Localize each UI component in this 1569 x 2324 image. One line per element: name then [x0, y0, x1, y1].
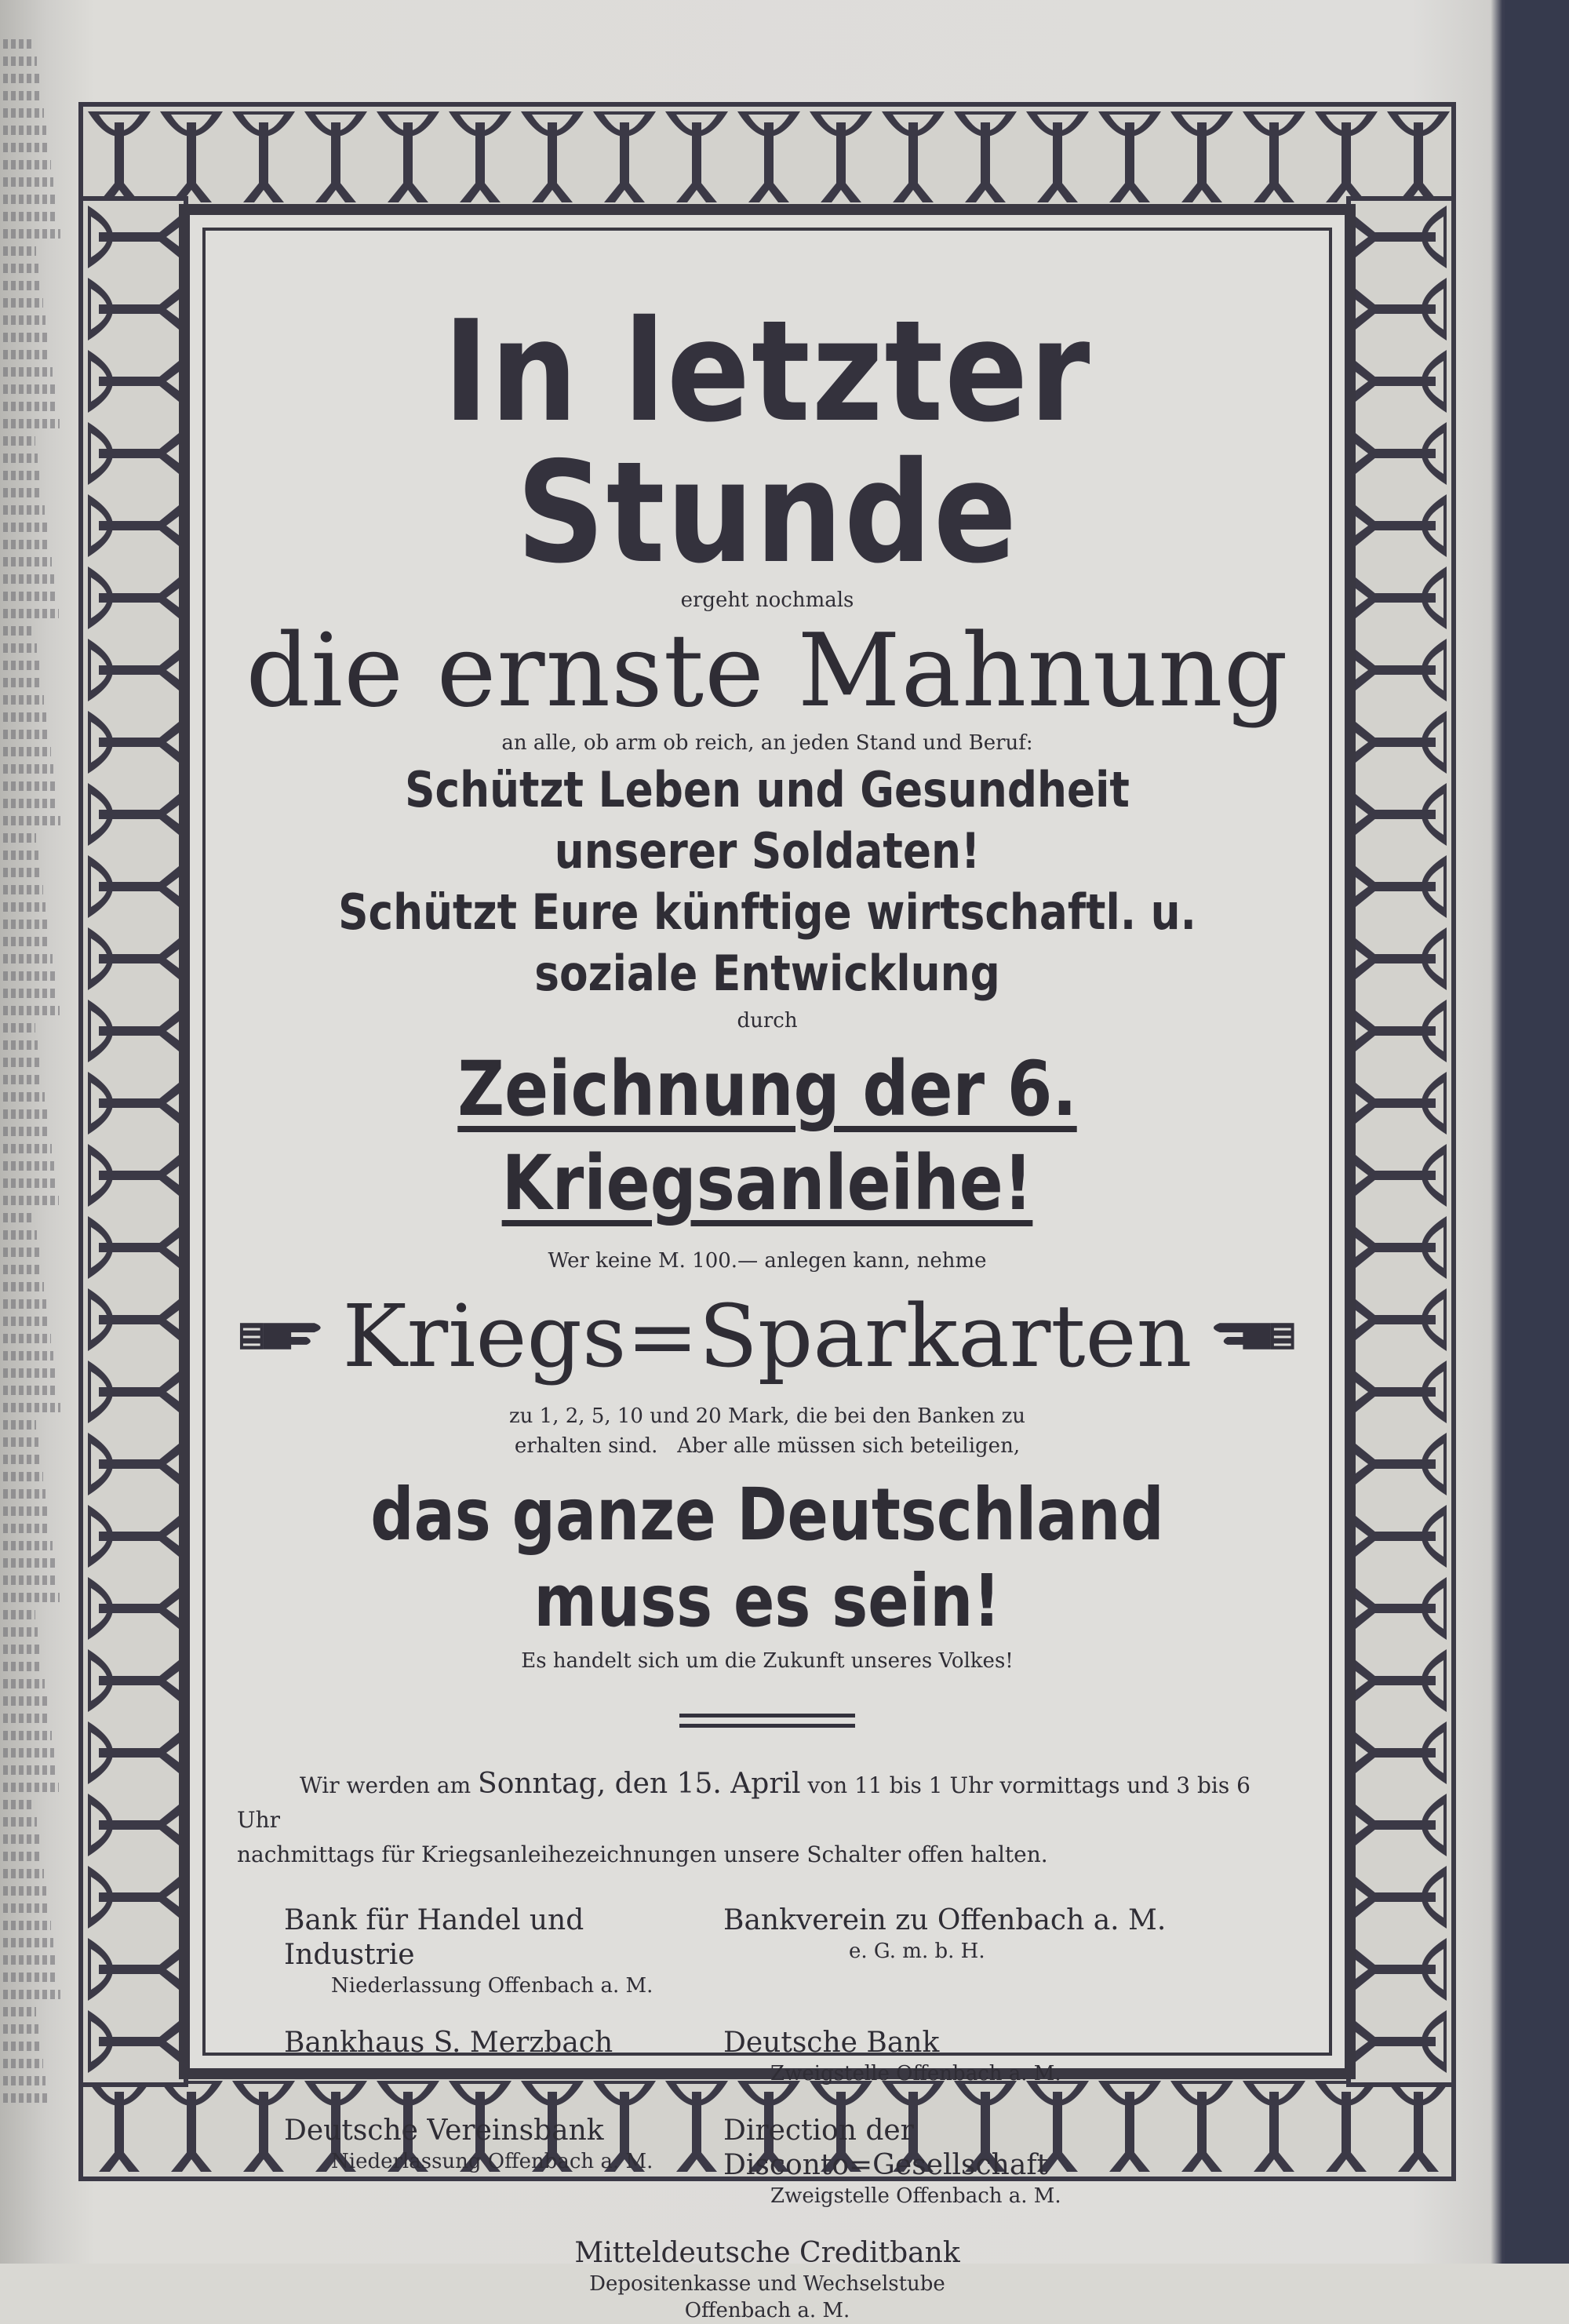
ghost-text-line — [3, 367, 53, 377]
ghost-text-line — [3, 1489, 46, 1499]
ghost-text-line — [3, 246, 36, 256]
ghost-text-line — [3, 1748, 54, 1758]
line-durch: durch — [737, 1009, 798, 1033]
ghost-text-line — [3, 212, 58, 221]
line-an-alle: an alle, ob arm ob reich, an jeden Stand und Beruf: — [501, 731, 1033, 755]
bank-name: Deutsche Bank — [723, 2027, 940, 2059]
ghost-text-line — [3, 1144, 52, 1153]
ghost-text-line — [3, 177, 53, 187]
ghost-text-line — [3, 989, 57, 998]
bank-entry — [723, 2026, 1210, 2087]
ghost-text-line — [3, 333, 48, 342]
bank-sub: Niederlassung Offenbach a. M. — [331, 2150, 653, 2173]
deutschland-title: das ganze Deutschland muss es sein! — [370, 1473, 1164, 1643]
sparkarten-title: Kriegs=Sparkarten — [342, 1286, 1192, 1386]
ghost-text-line — [3, 1817, 37, 1827]
ghost-text-line — [3, 557, 52, 566]
ghost-text-line — [3, 609, 59, 618]
ghost-text-line — [3, 1420, 36, 1430]
ghost-text-line — [3, 1472, 43, 1481]
advertisement — [78, 102, 1456, 2322]
ghost-text-line — [3, 678, 42, 687]
ghost-text-line — [3, 2059, 43, 2068]
line-zu: zu 1, 2, 5, 10 und 20 Mark, die bei den Banken zu — [508, 1404, 1026, 1428]
ghost-text-line — [3, 2007, 36, 2016]
ghost-text-line — [3, 505, 45, 515]
ghost-text-line — [3, 39, 35, 49]
ornament-border-right — [1346, 196, 1456, 2087]
ghost-text-line — [3, 1161, 54, 1171]
bank-entry-last — [237, 2236, 1298, 2324]
ghost-text-line — [3, 1921, 51, 1930]
line-wer-keine: Wer keine M. 100.— anlegen kann, nehme — [548, 1249, 987, 1273]
bank-list — [284, 1903, 1298, 2209]
ghost-text-line — [3, 2024, 38, 2034]
ghost-text-line — [3, 1558, 55, 1568]
bank-name: Bankverein zu Offenbach a. M. — [723, 1904, 1167, 1936]
notice-part1: Wir werden am — [300, 1772, 471, 1798]
double-rule — [679, 1714, 855, 1728]
ghost-text-line — [3, 1852, 42, 1861]
ghost-text-line — [3, 1938, 53, 1947]
ghost-text-line — [3, 1903, 49, 1913]
ghost-text-line — [3, 471, 40, 480]
ghost-text-line — [3, 937, 50, 946]
ghost-text-line — [3, 1662, 42, 1671]
line-ergeht: ergeht nochmals — [680, 588, 854, 612]
notice-sonntag: Sonntag, den 15. April — [478, 1768, 801, 1800]
ornament-border-top — [78, 102, 1456, 212]
ghost-text-line — [3, 74, 39, 83]
ghost-text-line — [3, 2093, 48, 2103]
ghost-text-line — [3, 747, 51, 756]
bank-sub: Offenbach a. M. — [684, 2299, 850, 2322]
bank-entry — [284, 2114, 723, 2209]
bank-entry — [723, 1903, 1210, 1999]
bank-entry — [723, 2114, 1210, 2209]
ghost-text-line — [3, 1299, 46, 1309]
ghost-text-line — [3, 1127, 49, 1136]
ghost-text-line — [3, 126, 46, 135]
ghost-text-line — [3, 816, 60, 825]
mahnung-title: die ernste Mahnung — [246, 613, 1289, 730]
ghost-text-line — [3, 851, 38, 860]
ghost-text-line — [3, 1248, 39, 1257]
ghost-text-line — [3, 1265, 42, 1274]
bank-sub: e. G. m. b. H. — [849, 1940, 985, 1963]
ghost-text-line — [3, 1731, 52, 1740]
ghost-text-line — [3, 1869, 44, 1878]
ghost-text-line — [3, 781, 56, 791]
ghost-text-line — [3, 1541, 53, 1550]
ghost-text-line — [3, 1040, 38, 1050]
ghost-text-line — [3, 1610, 35, 1619]
ghost-text-line — [3, 264, 38, 273]
ghost-text-line — [3, 833, 36, 843]
ghost-text-line — [3, 920, 48, 929]
ghost-text-line — [3, 1403, 60, 1412]
ad-content — [237, 290, 1298, 2324]
ghost-text-line — [3, 643, 37, 653]
ghost-text-line — [3, 1334, 51, 1343]
ghost-text-line — [3, 1765, 56, 1775]
ghost-text-line — [3, 419, 60, 428]
ghost-text-line — [3, 1834, 39, 1844]
ghost-text-line — [3, 1627, 38, 1637]
ghost-text-line — [3, 160, 51, 169]
bank-sub: Depositenkasse und Wechselstube — [589, 2272, 945, 2296]
ghost-text-line — [3, 1109, 47, 1119]
ghost-text-line — [3, 1783, 59, 1792]
ghost-text-line — [3, 885, 43, 894]
ornament-pattern-right — [1351, 201, 1451, 2082]
ghost-text-line — [3, 1593, 60, 1602]
ghost-text-line — [3, 523, 47, 532]
ghost-text-line — [3, 1696, 47, 1706]
ghost-text-line — [3, 488, 42, 497]
ghost-text-line — [3, 730, 49, 739]
ad-inner-panel — [179, 204, 1356, 2322]
ghost-text-line — [3, 1230, 37, 1240]
ghost-text-line — [3, 402, 57, 411]
ghost-text-line — [3, 1437, 38, 1447]
ghost-text-line — [3, 540, 49, 549]
ghost-text-line — [3, 1386, 58, 1395]
ghost-text-line — [3, 195, 56, 204]
ghost-text-line — [3, 1800, 35, 1809]
ghost-text-line — [3, 454, 38, 463]
ghost-text-line — [3, 626, 35, 636]
ghost-text-line — [3, 712, 46, 722]
headline: In letzter Stunde — [442, 290, 1092, 594]
ghost-text-line — [3, 1368, 56, 1378]
bank-entry — [284, 2026, 723, 2087]
appeal-soldiers: Schützt Leben und Gesundheit unserer Soldaten! — [405, 761, 1130, 880]
ghost-text-line — [3, 1955, 56, 1965]
sparkarten-row — [237, 1285, 1298, 1387]
ghost-text-line — [3, 350, 50, 359]
ghost-text-line — [3, 1317, 49, 1326]
line-zukunft: Es handelt sich um die Zukunft unseres Volkes! — [521, 1649, 1014, 1673]
ghost-text-line — [3, 592, 56, 601]
ghost-text-line — [3, 1506, 48, 1516]
ghost-text-line — [3, 1990, 60, 1999]
ghost-text-line — [3, 2042, 41, 2051]
notice-line2: nachmittags für Kriegsanleihezeichnungen unsere Schalter offen halten. — [237, 1841, 1048, 1867]
ghost-text-line — [3, 281, 41, 290]
bank-name: Mitteldeutsche Creditbank — [574, 2237, 960, 2269]
notice-part2: von 11 bis 1 Uhr vormittags und 3 bis 6 Uhr — [237, 1772, 1250, 1833]
ornament-pattern-left — [83, 201, 184, 2082]
ghost-text-line — [3, 1213, 35, 1222]
ghost-text-line — [3, 108, 44, 118]
ghost-text-line — [3, 1092, 45, 1102]
ghost-text-line — [3, 1575, 57, 1585]
ghost-text-line — [3, 1714, 49, 1723]
ghost-text-line — [3, 661, 39, 670]
bank-name: Direction der Disconto=Gesellschaft — [723, 2115, 1049, 2181]
ghost-text-line — [3, 56, 37, 66]
ghost-text-line — [3, 1178, 56, 1188]
ghost-text-line — [3, 902, 46, 912]
bank-sub: Zweigstelle Offenbach a. M. — [770, 2062, 1061, 2085]
previous-page-column — [0, 31, 61, 2244]
ghost-text-line — [3, 1196, 59, 1205]
ghost-text-line — [3, 315, 46, 325]
bank-name: Bankhaus S. Merzbach — [284, 2027, 613, 2059]
opening-notice — [237, 1767, 1298, 1872]
bank-sub: Niederlassung Offenbach a. M. — [331, 1974, 653, 1998]
ghost-text-line — [3, 574, 54, 584]
ghost-text-line — [3, 764, 53, 774]
ghost-text-line — [3, 1645, 40, 1654]
line-erhalten: erhalten sind. Aber alle müssen sich beteiligen, — [514, 1434, 1021, 1458]
ghost-text-line — [3, 954, 53, 963]
ghost-text-line — [3, 1524, 50, 1533]
ghost-text-line — [3, 1075, 42, 1084]
ghost-text-line — [3, 1886, 46, 1896]
ghost-text-line — [3, 1972, 58, 1982]
appeal-economy: Schützt Eure künftige wirtschaftl. u. soziale Entwicklung — [338, 883, 1196, 1002]
ghost-text-line — [3, 1006, 60, 1015]
zeichnung-title: Zeichnung der 6. Kriegsanleihe! — [457, 1045, 1077, 1227]
ghost-text-line — [3, 971, 55, 981]
ghost-text-line — [3, 384, 55, 394]
binding-edge — [1505, 0, 1569, 2264]
ghost-text-line — [3, 2076, 46, 2085]
pointing-hand-left-icon — [1204, 1309, 1298, 1364]
ghost-text-line — [3, 1679, 45, 1688]
pointing-hand-right-icon — [237, 1309, 330, 1364]
ghost-text-line — [3, 436, 35, 446]
bank-name: Bank für Handel und Industrie — [284, 1904, 584, 1971]
ornament-border-left — [78, 196, 188, 2087]
ghost-text-line — [3, 695, 44, 705]
ghost-text-line — [3, 868, 41, 877]
bank-entry — [284, 1903, 723, 1999]
ghost-text-line — [3, 1282, 44, 1291]
ghost-text-line — [3, 229, 60, 239]
ghost-text-line — [3, 298, 43, 308]
ghost-text-line — [3, 91, 42, 100]
ghost-text-line — [3, 1058, 40, 1067]
bank-sub: Zweigstelle Offenbach a. M. — [770, 2184, 1061, 2208]
ornament-pattern-top — [83, 107, 1451, 207]
ghost-text-line — [3, 799, 58, 808]
ghost-text-line — [3, 1351, 53, 1361]
ghost-text-line — [3, 143, 49, 152]
ghost-text-line — [3, 1455, 41, 1464]
bank-name: Deutsche Vereinsbank — [284, 2115, 604, 2147]
ghost-text-line — [3, 1023, 35, 1033]
